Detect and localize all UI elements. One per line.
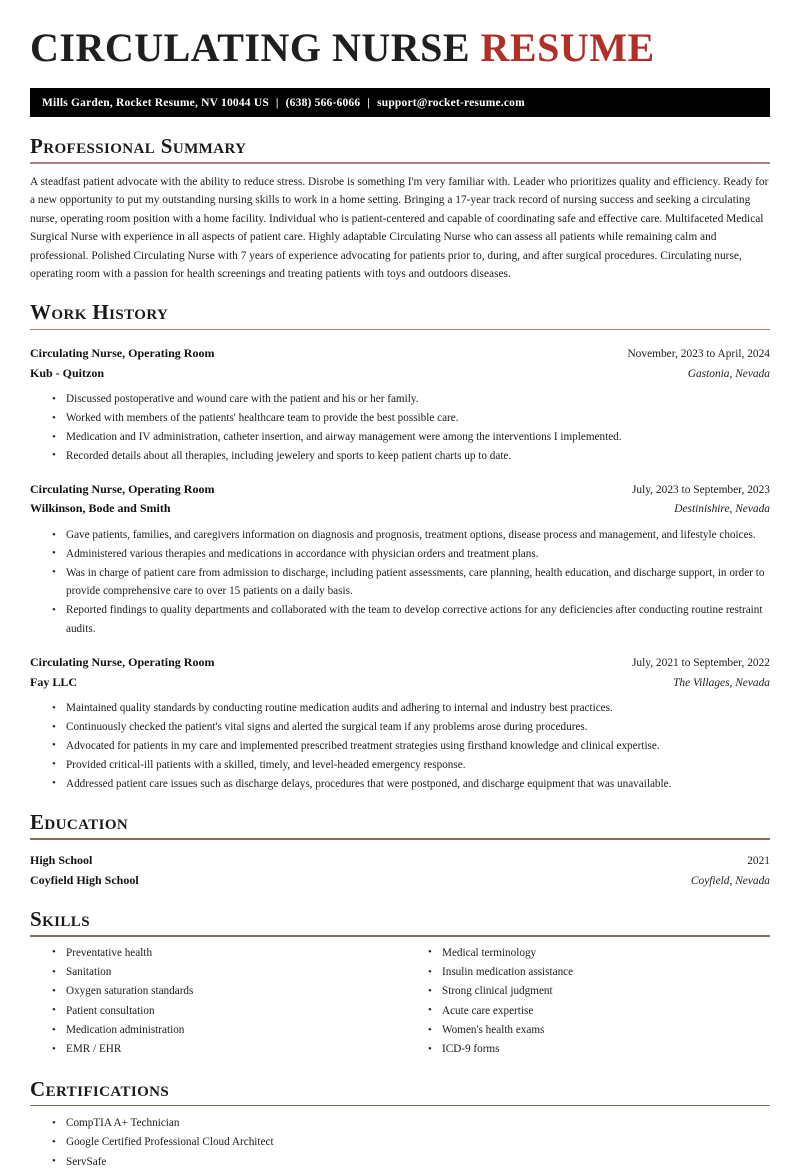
work-entry-dates: July, 2021 to September, 2022 bbox=[631, 656, 770, 669]
skills-column-right bbox=[400, 944, 770, 1060]
skills-columns bbox=[30, 944, 770, 1060]
list-item: • Discussed postoperative and wound care with the patient and his or her family. bbox=[52, 390, 770, 409]
contact-email[interactable]: support@rocket-resume.com bbox=[377, 96, 525, 109]
certifications-list bbox=[30, 1114, 770, 1172]
work-entry-organization: Wilkinson, Bode and Smith bbox=[30, 501, 171, 516]
work-entry-role: Circulating Nurse, Operating Room bbox=[30, 346, 215, 361]
list-item: • Preventative health bbox=[52, 944, 400, 963]
education-school: Coyfield High School bbox=[30, 872, 139, 887]
list-item: • Acute care expertise bbox=[428, 1002, 770, 1021]
education-degree-row bbox=[30, 851, 770, 871]
list-item: • Sanitation bbox=[52, 963, 400, 982]
list-item: • Insulin medication assistance bbox=[428, 963, 770, 982]
list-item: • Strong clinical judgment bbox=[428, 982, 770, 1001]
list-item: • Reported findings to quality departments and collaborated with the team to develop corrective actions for any deficiencies after conducting routine restraint audits. bbox=[52, 601, 770, 639]
education-school-row bbox=[30, 871, 770, 891]
contact-separator-2: | bbox=[367, 96, 371, 109]
resume-title bbox=[30, 0, 770, 68]
work-entry-organization: Kub - Quitzon bbox=[30, 365, 105, 380]
section-work-history bbox=[30, 300, 770, 793]
section-certifications bbox=[30, 1077, 770, 1172]
section-heading-skills: Skills bbox=[30, 907, 90, 932]
section-heading-work-history: Work History bbox=[30, 300, 169, 325]
list-item: • Provided critical-ill patients with a skilled, timely, and level-headed emergency response. bbox=[52, 756, 770, 775]
list-item: • Worked with members of the patients' healthcare team to provide the best possible care. bbox=[52, 409, 770, 428]
summary-text: A steadfast patient advocate with the ability to reduce stress. Disrobe is something I'm very familiar with. Leader who prioritizes quality and efficiency. Ready for a new opportunity to put my outstanding nursing skills to work in a home setting. Bringing a 17-year track record of nursing success and seeking a circulating nurse, operating room position with a home facility. Individual who is patient-centered and capable of coordinating safe and effective care. Multifaceted Medical Surgical Nurse with experience in all aspects of patient care. Highly adaptable Circulating Nurse who can assess all patients while remaining calm and professional. Polished Circulating Nurse with 7 years of experience advocating for patients prior to, during, and after surgical procedures. Circulating nurse, operating room with a passion for health screenings and treating patients with toys and outdoors diseases. bbox=[30, 175, 769, 280]
work-entry-bullets bbox=[30, 390, 770, 465]
list-item: • Medical terminology bbox=[428, 944, 770, 963]
section-divider-education bbox=[30, 838, 770, 840]
list-item: • ICD-9 forms bbox=[428, 1040, 770, 1059]
work-entry-header-row bbox=[30, 480, 770, 500]
work-entry-org-row bbox=[30, 673, 770, 693]
section-divider-skills bbox=[30, 935, 770, 937]
list-item: • Medication administration bbox=[52, 1021, 400, 1040]
work-entry-location: Gastonia, Nevada bbox=[687, 367, 770, 380]
section-heading-summary: Professional Summary bbox=[30, 134, 247, 158]
education-location: Coyfield, Nevada bbox=[690, 874, 770, 887]
contact-bar bbox=[30, 88, 770, 117]
list-item: • Recorded details about all therapies, including jewelery and sports to keep patient charts up to date. bbox=[52, 447, 770, 466]
list-item: • Medication and IV administration, catheter insertion, and airway management were among the interventions I implemented. bbox=[52, 428, 770, 447]
list-item: • Administered various therapies and medications in accordance with physician orders and treatment plans. bbox=[52, 545, 770, 564]
work-entry-header-row bbox=[30, 653, 770, 673]
list-item: • Was in charge of patient care from admission to discharge, including patient assessments, care planning, health education, and discharge support, in order to provide comprehensive care to over 15 patients on a daily basis. bbox=[52, 564, 770, 602]
work-entry bbox=[30, 344, 770, 466]
section-divider-summary bbox=[30, 162, 770, 164]
section-skills bbox=[30, 907, 770, 1059]
list-item: • Gave patients, families, and caregivers information on diagnosis and prognosis, treatment options, disease process and management, and lifestyle choices. bbox=[52, 526, 770, 545]
list-item: • CompTIA A+ Technician bbox=[52, 1114, 770, 1133]
education-year: 2021 bbox=[747, 854, 770, 867]
contact-separator-1: | bbox=[275, 96, 279, 109]
section-education bbox=[30, 810, 770, 890]
list-item: • Addressed patient care issues such as discharge delays, procedures that were postponed, and discharge equipment that was unavailable. bbox=[52, 775, 770, 794]
section-heading-certifications: Certifications bbox=[30, 1076, 170, 1101]
work-entry-location: Destinishire, Nevada bbox=[674, 503, 770, 516]
section-heading-education: Education bbox=[30, 810, 129, 835]
list-item: • Google Certified Professional Cloud Architect bbox=[52, 1133, 770, 1152]
list-item: • Advocated for patients in my care and implemented prescribed treatment strategies using firsthand knowledge and clinical expertise. bbox=[52, 737, 770, 756]
list-item: • ServSafe bbox=[52, 1153, 770, 1172]
section-divider-certifications bbox=[30, 1105, 770, 1107]
work-entry bbox=[30, 653, 770, 793]
title-accent-text: RESUME bbox=[480, 25, 655, 70]
title-main-text: CIRCULATING NURSE bbox=[30, 25, 471, 70]
work-entry-location: The Villages, Nevada bbox=[673, 676, 770, 689]
work-entry-org-row bbox=[30, 499, 770, 519]
education-entry bbox=[30, 851, 770, 890]
work-entry-header-row bbox=[30, 344, 770, 364]
work-entry bbox=[30, 480, 770, 639]
list-item: • Oxygen saturation standards bbox=[52, 982, 400, 1001]
work-entry-bullets bbox=[30, 526, 770, 639]
work-entry-organization: Fay LLC bbox=[30, 674, 78, 689]
skills-column-left bbox=[30, 944, 400, 1060]
work-entry-bullets bbox=[30, 699, 770, 793]
list-item: • Maintained quality standards by conducting routine medication audits and adhering to internal and industry best practices. bbox=[52, 699, 770, 718]
work-entry-dates: July, 2023 to September, 2023 bbox=[631, 483, 770, 496]
skills-list-left bbox=[30, 944, 400, 1060]
list-item: • Women's health exams bbox=[428, 1021, 770, 1040]
work-entry-role: Circulating Nurse, Operating Room bbox=[30, 481, 215, 496]
section-divider-work-history bbox=[30, 329, 770, 331]
list-item: • Continuously checked the patient's vital signs and alerted the surgical team if any problems arose during procedures. bbox=[52, 718, 770, 737]
contact-phone[interactable]: (638) 566-6066 bbox=[285, 96, 361, 109]
education-degree: High School bbox=[30, 852, 93, 867]
work-entry-dates: November, 2023 to April, 2024 bbox=[627, 348, 770, 361]
section-professional-summary bbox=[30, 134, 770, 283]
list-item: • Patient consultation bbox=[52, 1002, 400, 1021]
work-entry-role: Circulating Nurse, Operating Room bbox=[30, 654, 215, 669]
list-item: • EMR / EHR bbox=[52, 1040, 400, 1059]
contact-address: Mills Garden, Rocket Resume, NV 10044 US bbox=[42, 96, 269, 109]
work-entry-org-row bbox=[30, 364, 770, 384]
skills-list-right bbox=[400, 944, 770, 1060]
